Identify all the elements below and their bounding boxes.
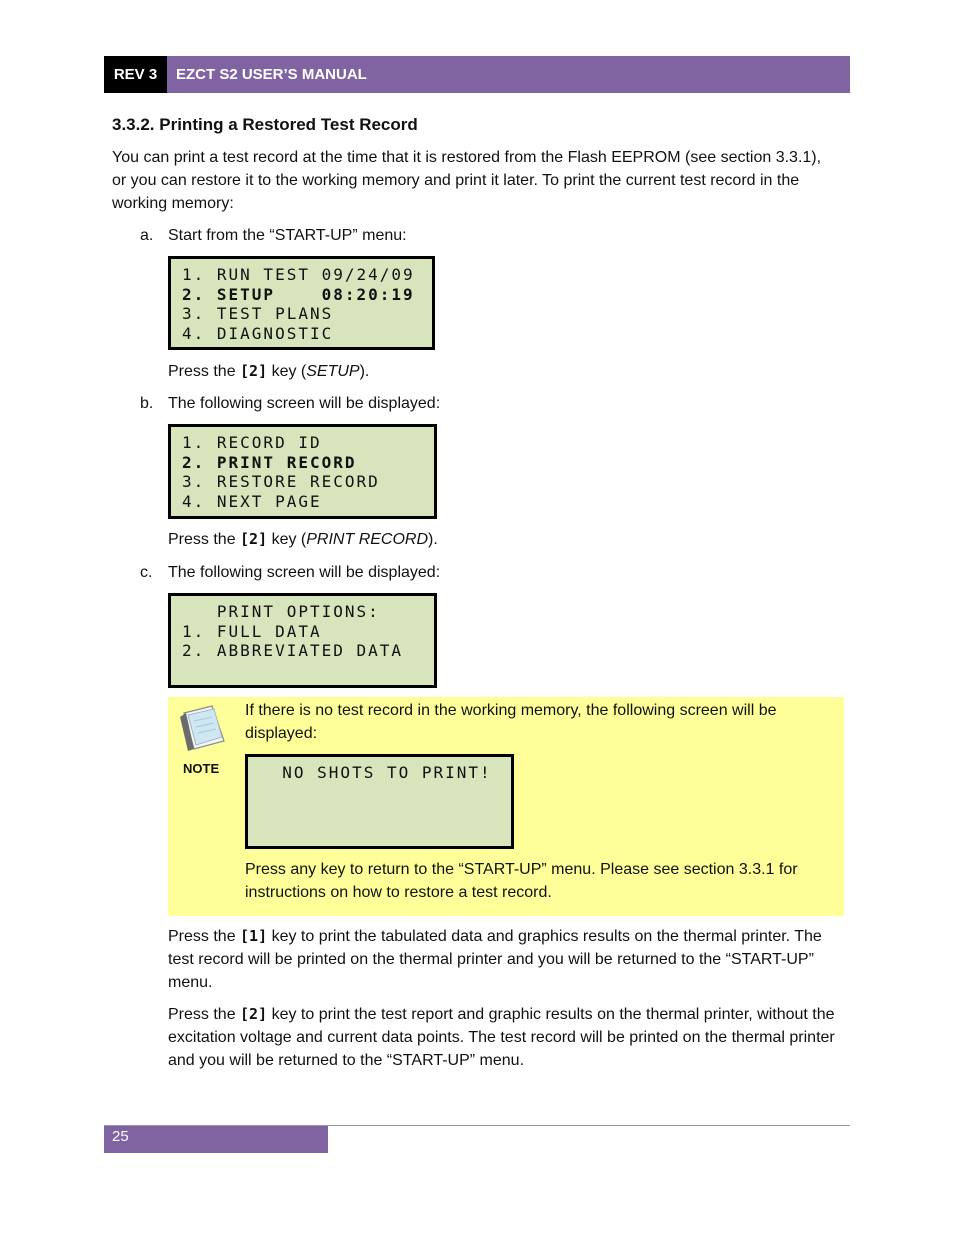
lcd-line: 4. NEXT PAGE xyxy=(182,491,322,511)
key-1: [1] xyxy=(240,927,268,945)
note-followup-text: Press any key to return to the “START-UP” menu. Please see section 3.3.1 for instructions on how to restore a test record. xyxy=(245,861,798,901)
revision-label: REV 3 xyxy=(104,56,167,93)
lcd-setup-menu xyxy=(168,424,437,519)
note-callout xyxy=(168,697,844,916)
step-c-letter: c. xyxy=(140,564,153,581)
instruction-text: ). xyxy=(359,363,370,380)
step-b-letter: b. xyxy=(140,395,154,412)
notepad-icon xyxy=(178,703,228,753)
lcd-line: 3. RESTORE RECORD xyxy=(182,472,380,491)
lcd-print-options xyxy=(168,593,437,688)
lcd-line: PRINT OPTIONS: xyxy=(182,602,380,621)
page-number: 25 xyxy=(104,1126,328,1153)
paragraph-key-2 xyxy=(168,1003,843,1072)
note-label: NOTE xyxy=(183,761,220,776)
paragraph-key-1 xyxy=(168,925,843,994)
key-2: [2] xyxy=(240,1005,268,1023)
lcd-line: 1. RUN TEST 09/24/09 xyxy=(182,265,415,284)
note-text: If there is no test record in the working memory, the following screen will be displayed: xyxy=(245,702,777,742)
step-b-instruction xyxy=(168,528,438,551)
key-label: PRINT RECORD xyxy=(306,531,429,548)
section-title: 3.3.2. Printing a Restored Test Record xyxy=(112,115,418,134)
key-2: [2] xyxy=(240,362,268,380)
step-b-text: The following screen will be displayed: xyxy=(168,395,441,412)
lcd-line: 3. TEST PLANS xyxy=(182,304,334,323)
instruction-text: ). xyxy=(428,531,438,548)
lcd-line: 2. ABBREVIATED DATA xyxy=(182,641,404,660)
key-label: SETUP xyxy=(306,363,360,380)
lcd-line xyxy=(259,802,511,822)
manual-title: EZCT S2 USER’S MANUAL xyxy=(167,56,850,93)
instruction-text: Press the xyxy=(168,531,241,548)
instruction-text: Press the xyxy=(168,363,241,380)
lcd-line xyxy=(259,783,511,803)
step-a-letter: a. xyxy=(140,227,154,244)
lcd-line: NO SHOTS TO PRINT! xyxy=(259,763,492,782)
page-header xyxy=(104,56,850,93)
step-c-text: The following screen will be displayed: xyxy=(168,564,441,581)
lcd-no-shots xyxy=(245,754,514,849)
key-2: [2] xyxy=(240,530,268,548)
lcd-line-selected: 2. PRINT RECORD xyxy=(182,452,357,472)
paragraph-text: key to print the tabulated data and graphics results on the thermal printer. The test record will be printed on the thermal printer and you will be returned to the “START-UP” menu. xyxy=(168,928,822,991)
step-a-text: Start from the “START-UP” menu: xyxy=(168,227,407,244)
lcd-startup-menu xyxy=(168,256,435,350)
intro-paragraph: You can print a test record at the time that it is restored from the Flash EEPROM (see section 3.3.1), or you can restore it to the working memory and print it later. To print the current test record in the working memory: xyxy=(112,149,822,212)
lcd-line: 4. DIAGNOSTIC xyxy=(182,323,334,343)
paragraph-text: Press the xyxy=(168,1006,241,1023)
instruction-text: key ( xyxy=(267,531,307,548)
paragraph-text: key to print the test report and graphic results on the thermal printer, without the excitation voltage and current data points. The test record will be printed on the thermal printer and you will be returned to the “START-UP” menu. xyxy=(168,1006,835,1069)
lcd-line xyxy=(259,822,511,842)
lcd-line-selected: 2. SETUP 08:20:19 xyxy=(182,284,415,304)
lcd-line: 1. FULL DATA xyxy=(182,621,322,641)
step-a-instruction xyxy=(168,360,369,383)
paragraph-text: Press the xyxy=(168,928,241,945)
instruction-text: key ( xyxy=(267,363,307,380)
lcd-line: 1. RECORD ID xyxy=(182,433,322,452)
lcd-line xyxy=(182,661,434,681)
